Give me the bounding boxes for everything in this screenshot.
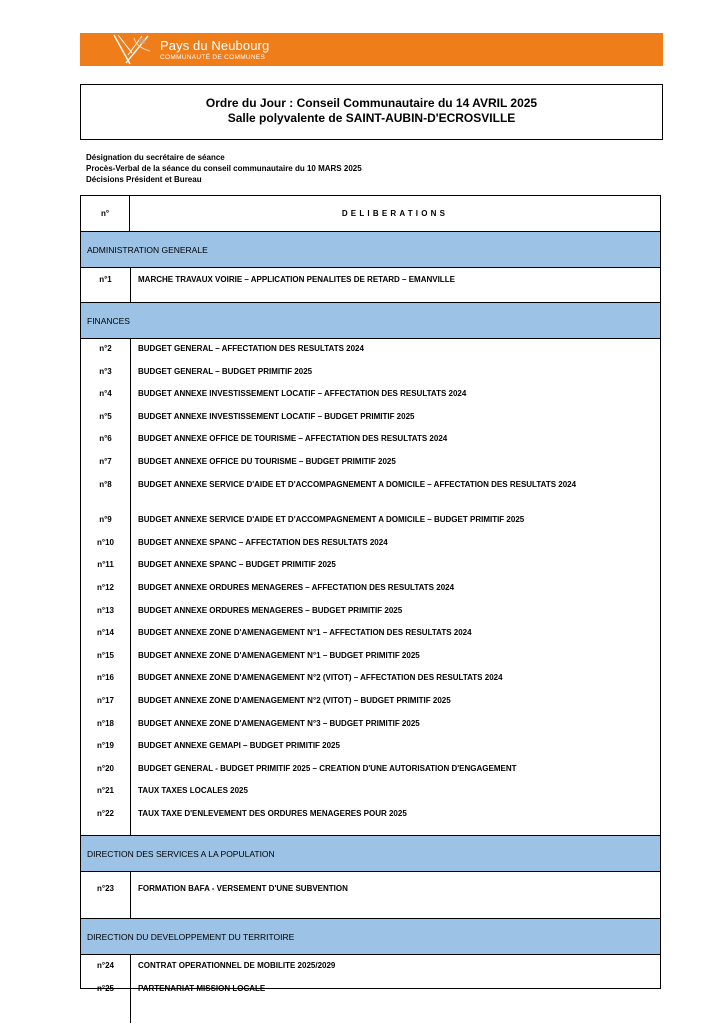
item-number: n°13 [97,605,114,615]
item-label: TAUX TAXE D'ENLEVEMENT DES ORDURES MENAGERES POUR 2025 [138,808,407,818]
list-item [81,412,660,435]
column-header-deliberations: DELIBERATIONS [341,209,449,218]
list-item [81,515,660,538]
item-label: CONTRAT OPERATIONNEL DE MOBILITE 2025/2029 [138,961,336,971]
list-item [81,583,660,606]
item-label: BUDGET ANNEXE ZONE D'AMENAGEMENT N°3 – BUDGET PRIMITIF 2025 [138,718,420,728]
item-label: BUDGET ANNEXE OFFICE DU TOURISME – BUDGET PRIMITIF 2025 [138,456,396,466]
list-item [81,809,660,832]
list-item [81,538,660,561]
item-number: n°23 [97,884,114,894]
column-header-number: n° [81,196,130,231]
org-name: Pays du Neubourg [160,38,270,53]
item-label: BUDGET ANNEXE ZONE D'AMENAGEMENT N°2 (VITOT) – BUDGET PRIMITIF 2025 [138,695,451,705]
item-label: BUDGET ANNEXE ORDURES MENAGERES – AFFECTATION DES RESULTATS 2024 [138,582,455,592]
preamble-item: Décisions Président et Bureau [86,175,202,184]
list-item [81,651,660,674]
org-subtitle: COMMUNAUTÉ DE COMMUNES [160,54,266,61]
item-label: BUDGET GENERAL – BUDGET PRIMITIF 2025 [138,366,313,376]
deliberations-table [80,195,661,994]
item-label: PARTENARIAT MISSION LOCALE [138,984,266,994]
preamble-item: Désignation du secrétaire de séance [86,153,225,162]
item-number: n°15 [97,650,114,660]
list-item [81,344,660,367]
item-number: n°14 [97,628,114,638]
section-header: DIRECTION DU DEVELOPPEMENT DU TERRITOIRE [81,919,660,955]
item-label: BUDGET GENERAL – AFFECTATION DES RESULTATS 2024 [138,344,364,353]
item-label: BUDGET ANNEXE ZONE D'AMENAGEMENT N°1 – AFFECTATION DES RESULTATS 2024 [138,628,472,638]
item-number: n°17 [97,695,114,705]
section-header: DIRECTION DES SERVICES A LA POPULATION [81,836,660,872]
item-number: n°10 [97,537,114,547]
item-label: BUDGET ANNEXE ZONE D'AMENAGEMENT N°1 – BUDGET PRIMITIF 2025 [138,650,420,660]
item-number: n°16 [97,673,114,683]
agenda-title-box [80,84,663,140]
list-item [81,275,660,297]
section-items [81,955,660,1023]
pays-du-neubourg-logo-icon [108,33,154,66]
list-item [81,961,660,984]
section-items [81,872,660,919]
item-label: BUDGET ANNEXE INVESTISSEMENT LOCATIF – BUDGET PRIMITIF 2025 [138,411,415,421]
list-item [81,434,660,457]
list-item [81,628,660,651]
item-label: TAUX TAXES LOCALES 2025 [138,786,248,796]
list-item [81,606,660,629]
item-number: n°12 [97,582,114,592]
preamble [86,152,362,185]
list-item [81,560,660,583]
item-number: n°6 [99,434,112,444]
item-number: n°9 [99,515,112,525]
item-number: n°18 [97,718,114,728]
list-item [81,480,660,516]
item-label: BUDGET GENERAL - BUDGET PRIMITIF 2025 – CREATION D'UNE AUTORISATION D'ENGAGEMENT [138,763,517,773]
list-item [81,884,660,906]
item-label: BUDGET ANNEXE SERVICE D'AIDE ET D'ACCOMPAGNEMENT A DOMICILE – BUDGET PRIMITIF 2025 [138,515,525,525]
preamble-item: Procès-Verbal de la séance du conseil communautaire du 10 MARS 2025 [86,164,362,173]
item-label: BUDGET ANNEXE GEMAPI – BUDGET PRIMITIF 2025 [138,741,340,751]
section-items [81,268,660,303]
item-number: n°8 [99,479,112,489]
item-number: n°1 [99,275,112,284]
agenda-title: Ordre du Jour : Conseil Communautaire du 14 AVRIL 2025 [205,96,538,110]
item-number: n°4 [99,389,112,399]
agenda-venue: Salle polyvalente de SAINT-AUBIN-D'ECROSVILLE [227,111,516,125]
list-item [81,673,660,696]
list-item [81,786,660,809]
item-label: BUDGET ANNEXE OFFICE DE TOURISME – AFFECTATION DES RESULTATS 2024 [138,434,448,444]
item-label: BUDGET ANNEXE SPANC – BUDGET PRIMITIF 2025 [138,560,336,570]
item-number: n°22 [97,808,114,818]
item-number: n°25 [97,984,114,994]
item-number: n°7 [99,456,112,466]
list-item [81,457,660,480]
item-number: n°24 [97,961,114,971]
section-header: ADMINISTRATION GENERALE [81,232,660,268]
item-label: BUDGET ANNEXE ORDURES MENAGERES – BUDGET PRIMITIF 2025 [138,605,403,615]
item-number: n°11 [97,560,114,570]
item-number: n°19 [97,741,114,751]
list-item [81,367,660,390]
item-number: n°3 [99,366,112,376]
item-label: MARCHE TRAVAUX VOIRIE – APPLICATION PENALITES DE RETARD – EMANVILLE [138,275,455,284]
list-item [81,764,660,787]
section-items [81,339,660,836]
item-number: n°21 [97,786,114,796]
list-item [81,389,660,412]
header-banner [80,33,663,66]
item-label: BUDGET ANNEXE SPANC – AFFECTATION DES RESULTATS 2024 [138,537,388,547]
list-item [81,696,660,719]
item-number: n°2 [99,344,112,353]
item-number: n°5 [99,411,112,421]
item-label: BUDGET ANNEXE INVESTISSEMENT LOCATIF – AFFECTATION DES RESULTATS 2024 [138,389,467,399]
item-number: n°20 [97,763,114,773]
item-label: FORMATION BAFA - VERSEMENT D'UNE SUBVENTION [138,884,348,894]
section-header: FINANCES [81,303,660,339]
list-item [81,984,660,1007]
item-label: BUDGET ANNEXE SERVICE D'AIDE ET D'ACCOMPAGNEMENT A DOMICILE – AFFECTATION DES RESULTATS 2024 [138,479,577,489]
item-label: BUDGET ANNEXE ZONE D'AMENAGEMENT N°2 (VITOT) – AFFECTATION DES RESULTATS 2024 [138,673,503,683]
list-item [81,741,660,764]
list-item [81,719,660,742]
table-header [81,196,660,232]
